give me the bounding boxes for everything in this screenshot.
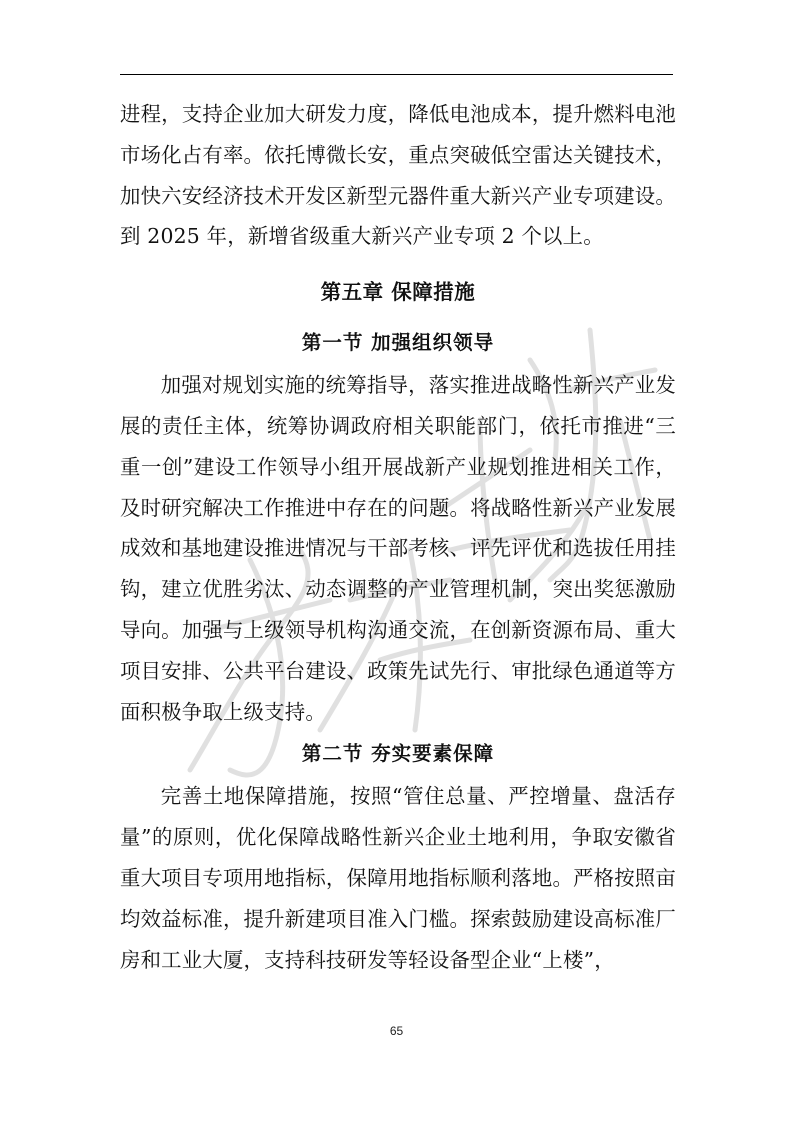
section-2-paragraph: 完善土地保障措施，按照“管住总量、严控增量、盘活存量”的原则，优化保障战略性新兴企业土地利用，争取安徽省重大项目专项用地指标，保障用地指标顺利落地。严格按照亩均效益标准，提升新建项目准入门槛。探索鼓励建设高标准厂房和工业大厦，支持科技研发等轻设备型企业“上楼”， — [120, 784, 676, 972]
section-title-2: 第二节 夯实要素保障 — [301, 742, 495, 766]
header-rule — [120, 74, 673, 75]
chapter-title: 第五章 保障措施 — [320, 280, 476, 305]
page-number: 65 — [389, 1024, 404, 1038]
section-1-paragraph: 加强对规划实施的统筹指导，落实推进战略性新兴产业发展的责任主体，统筹协调政府相关职能部门，依托市推进“三重一创”建设工作领导小组开展战新产业规划推进相关工作，及时研究解决工作推进中存在的问题。将战略性新兴产业发展成效和基地建设推进情况与干部考核、评先评优和选拔任用挂钩，建立优胜劣汰、动态调整的产业管理机制，突出奖惩激励导向。加强与上级领导机构沟通交流，在创新资源布局、重大项目安排、公共平台建设、政策先试先行、审批绿色通道等方面积极争取上级支持。 — [120, 373, 676, 724]
paragraph-continued: 进程，支持企业加大研发力度，降低电池成本，提升燃料电池市场化占有率。依托博微长安，重点突破低空雷达关键技术，加快六安经济技术开发区新型元器件重大新兴产业专项建设。到 2025 年，新增省级重大新兴产业专项 2 个以上。 — [120, 102, 676, 249]
document-body — [120, 94, 676, 980]
section-title-1: 第一节 加强组织领导 — [301, 331, 495, 355]
